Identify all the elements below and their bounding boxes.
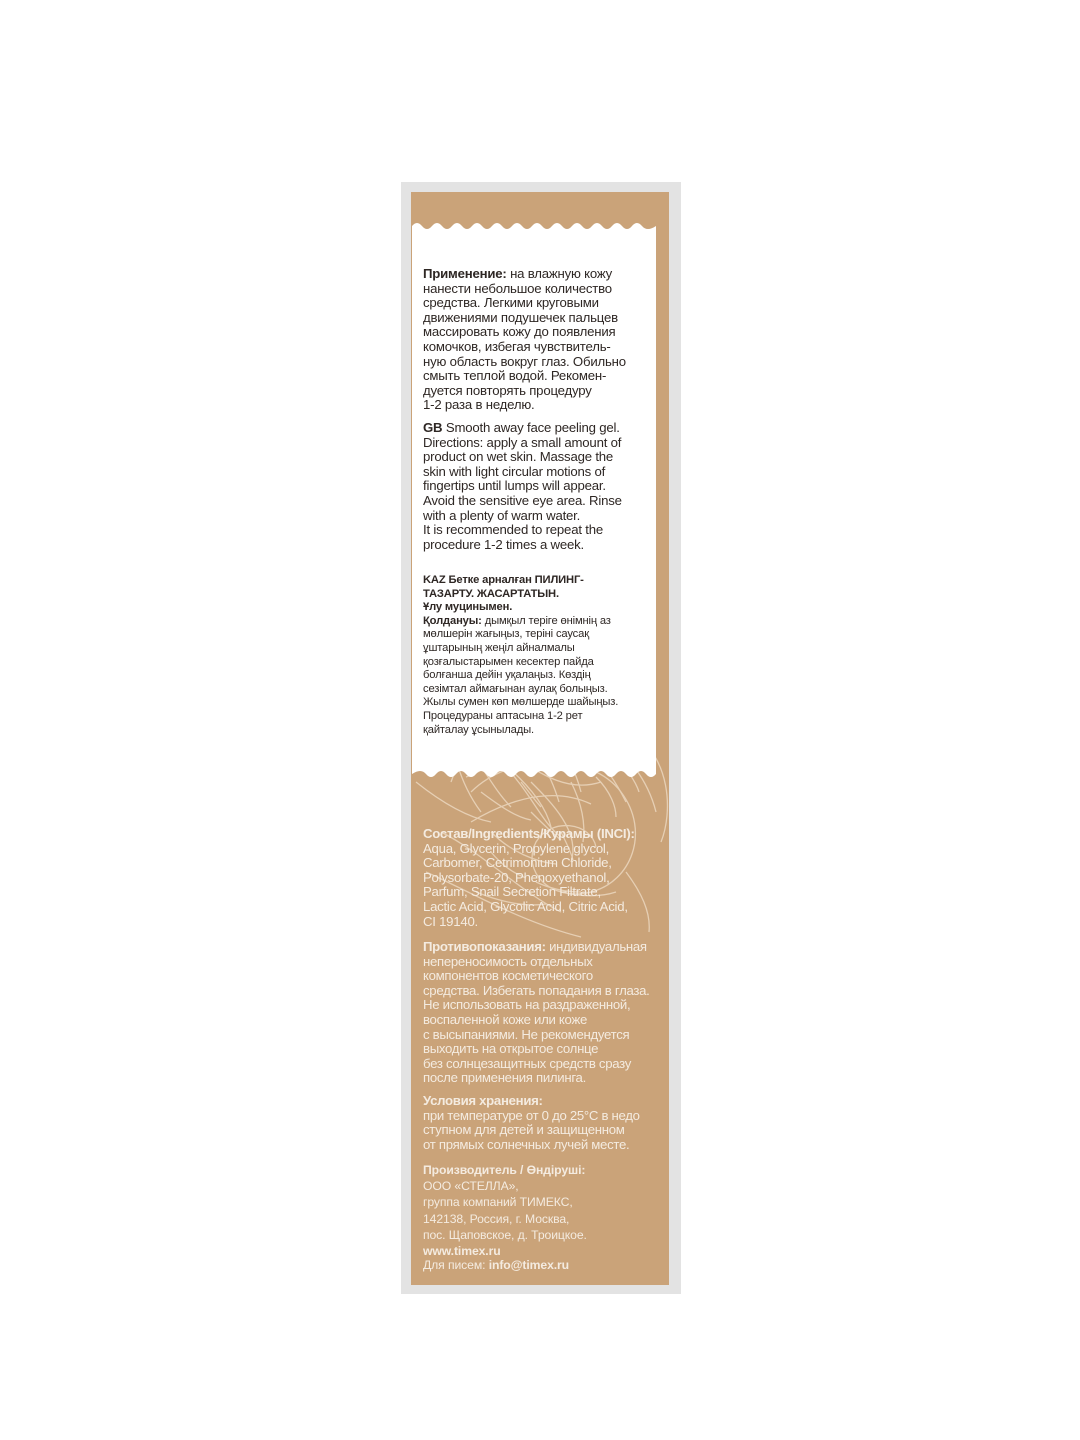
contact-email: info@timex.ru [488, 1258, 570, 1272]
usage-kz-heading: KAZ Бетке арналған ПИЛИНГ- ТАЗАРТУ. ЖАСАРТАТЫН. Ұлу муцинымен. Қолдануы: [423, 574, 584, 627]
manufacturer-text: ООО «СТЕЛЛА», группа компаний ТИМЕКС, 142138, Россия, г. Москва, пос. Щаповское, д. Троицкое. [423, 1179, 587, 1242]
usage-en-code: GB [423, 420, 443, 435]
ingredients-text: Aqua, Glycerin, Propylene glycol, Carbomer, Cetrimonium Chloride, Polysorbate-20, Phenoxyethanol, Parfum, Snail Secretion Filtrate, Lactic Acid, Glycolic Acid, Citric Acid, CI 19140. [423, 840, 628, 929]
usage-ru-heading: Применение: [423, 266, 507, 281]
usage-ru-section [423, 267, 658, 413]
manufacturer-website: www.timex.ru [423, 1244, 501, 1259]
usage-en-text: Smooth away face peeling gel. Directions: apply a small amount of product on wet skin. Massage the skin with light circular motions of fingertips until lumps will appear. Avoid the sensitive eye area. Rinse with a plenty of warm water. It is recommended to repeat the procedure 1-2 times a week. [423, 420, 622, 552]
usage-ru-text: на влажную кожу нанести небольшое количество средства. Легкими круговыми движениями подушечек пальцев массировать кожу до появления комочков, избегая чувствитель- ную область вокруг глаз. Обильно смыть теплой водой. Рекомен- дуется повторять процедуру 1-2 раза в неделю. [423, 266, 626, 413]
contraindications-section [423, 940, 668, 1086]
contact-email-line [423, 1258, 668, 1272]
manufacturer-section [423, 1162, 668, 1259]
storage-heading: Условия хранения: [423, 1093, 543, 1108]
contraindications-text: индивидуальная непереносимость отдельных компонентов косметического средства. Избегать попадания в глаза. Не использовать на раздраженной, воспаленной коже или коже с высыпаниями. Не рекомендуется выходить на открытое солнце без солнцезащитных средств сразу после применения пилинга. [423, 939, 650, 1086]
ingredients-heading: Состав/Ingredients/Курамы (INCI): [423, 826, 635, 841]
storage-text: при температуре от 0 до 25°С в недо ступном для детей и защищенном от прямых солнечных лучей месте. [423, 1107, 640, 1152]
contraindications-heading: Противопоказания: [423, 939, 546, 954]
usage-en-section [423, 421, 663, 552]
ingredients-section [423, 827, 668, 929]
manufacturer-heading: Производитель / Өндіруші: [423, 1163, 586, 1177]
storage-section [423, 1094, 668, 1152]
usage-kz-section [423, 574, 663, 737]
contact-email-label: Для писем: [423, 1258, 489, 1272]
usage-kz-text: дымқыл теріге өнімнің аз мөлшерін жағыңыз, теріні саусақ ұштарының жеңіл айналмалы қозғалыстарымен кесектер пайда болғанша дейін уқалаңыз. Көздің сезімтал аймағынан аулақ болыңыз. Жылы сумен көп мөлшерде шайыңыз. Процедураны аптасына 1-2 рет қайталау ұсынылады. [423, 614, 619, 736]
